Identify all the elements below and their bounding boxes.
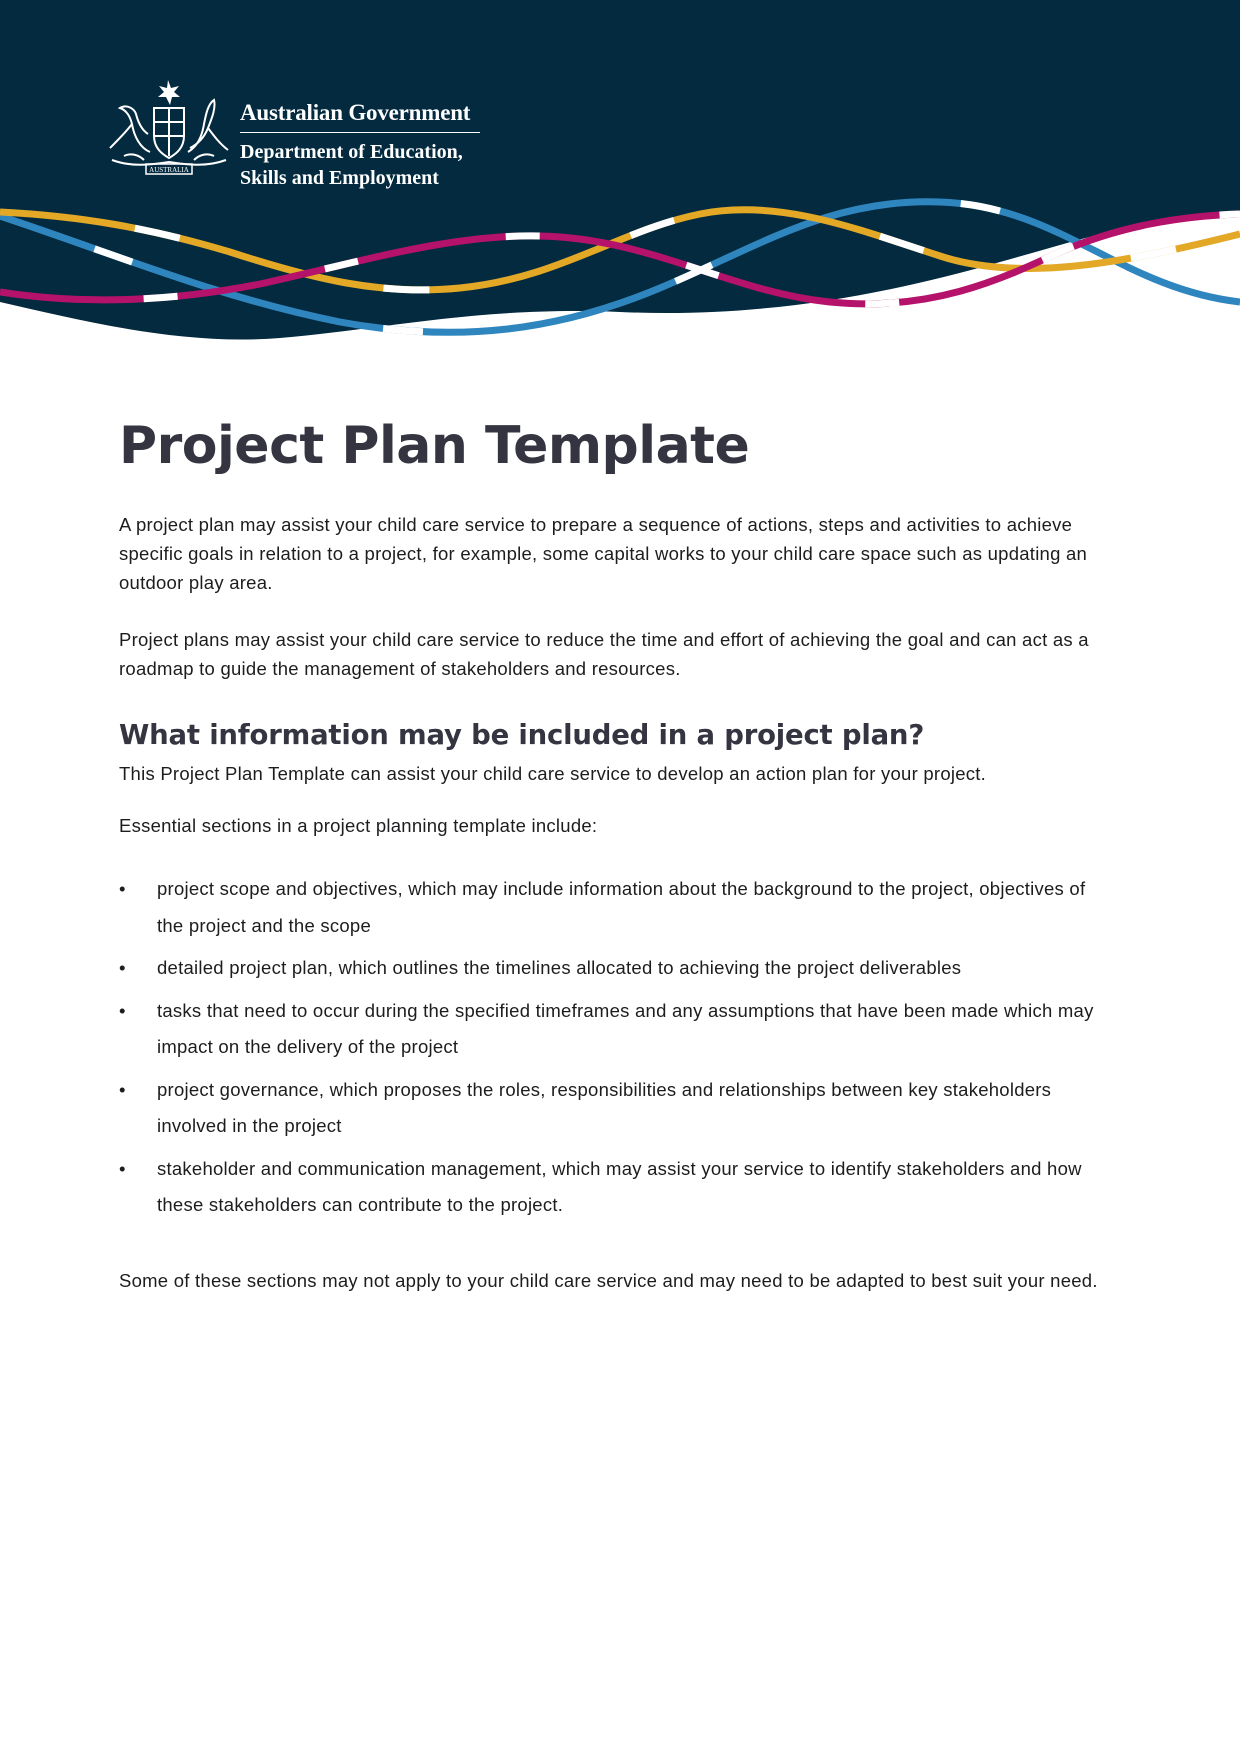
section-paragraph-1: This Project Plan Template can assist your child care service to develop an action plan for your project. <box>119 763 987 784</box>
list-item-text: project governance, which proposes the roles, responsibilities and relationships between key stakeholders involved in the project <box>157 1078 1052 1136</box>
intro-paragraph-1: A project plan may assist your child care service to prepare a sequence of actions, steps and activities to achieve specific goals in relation to a project, for example, some capital works to your child care space such as updating an outdoor play area. <box>119 514 1088 593</box>
page-title: Project Plan Template <box>119 416 750 476</box>
list-item <box>119 950 1097 987</box>
closing-paragraph: Some of these sections may not apply to your child care service and may need to be adapted to best suit your need. <box>119 1269 1098 1291</box>
bullet-icon: • <box>119 1157 126 1179</box>
list-item-text: project scope and objectives, which may include information about the background to the project, objectives of the project and the scope <box>157 878 1086 936</box>
list-item <box>119 1151 1097 1224</box>
list-item-text: detailed project plan, which outlines the timelines allocated to achieving the project deliverables <box>157 957 962 978</box>
document-body <box>119 410 1129 1295</box>
crest-banner-text: AUSTRALIA <box>149 166 189 174</box>
section-paragraph-2: Essential sections in a project planning template include: <box>119 815 598 836</box>
department-name-line1: Department of Education, <box>240 141 463 163</box>
list-item <box>119 871 1097 944</box>
australian-government-logo <box>104 74 494 194</box>
government-name: Australian Government <box>240 100 480 133</box>
header-banner <box>0 0 1240 360</box>
bullet-icon: • <box>119 999 126 1021</box>
commonwealth-coat-of-arms-icon <box>104 78 234 178</box>
list-item <box>119 993 1097 1066</box>
logo-wordmark <box>240 100 480 191</box>
bullet-icon: • <box>119 878 126 899</box>
list-item-text: tasks that need to occur during the specified timeframes and any assumptions that have been made which may impact on the delivery of the project <box>157 999 1094 1057</box>
bullet-icon: • <box>119 1078 126 1100</box>
list-item-text: stakeholder and communication management, which may assist your service to identify stakeholders and how these stakeholders can contribute to the project. <box>157 1157 1082 1215</box>
sections-list <box>119 871 1129 1224</box>
list-item <box>119 1072 1097 1145</box>
intro-paragraph-2: Project plans may assist your child care service to reduce the time and effort of achieving the goal and can act as a roadmap to guide the management of stakeholders and resources. <box>119 629 1089 679</box>
bullet-icon: • <box>119 957 126 978</box>
department-name-line2: Skills and Employment <box>240 167 439 189</box>
section-heading: What information may be included in a project plan? <box>119 719 925 751</box>
